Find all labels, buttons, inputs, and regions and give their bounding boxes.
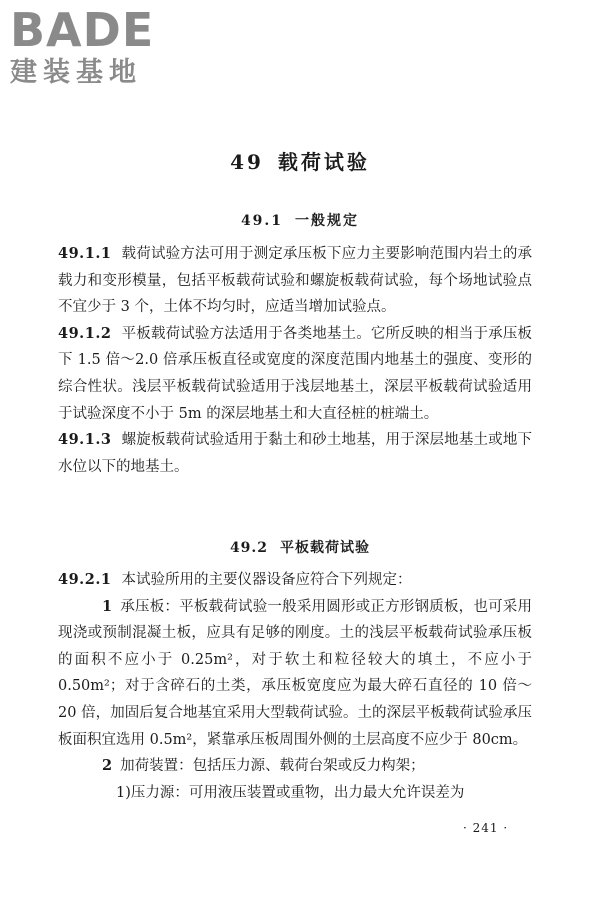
clause-paragraph [58,567,532,594]
chapter-title [0,146,600,175]
subitem-text: 压力源：可用液压装置或重物，出力最大允许误差为 [130,784,465,801]
clause-text: 螺旋板载荷试验适用于黏土和砂土地基，用于深层地基土或地下水位以下的地基土。 [58,432,532,475]
subitem-number: 1) [116,784,131,801]
chapter-name: 载荷试验 [277,150,370,174]
section-name: 平板载荷试验 [280,540,371,556]
logo-wordmark: BADE [10,3,155,57]
section-number: 49.2 [229,540,269,556]
item-number: 1 [102,597,113,615]
section-heading [0,210,600,230]
section-name: 一般规定 [295,213,360,229]
chapter-number: 49 [230,150,264,174]
sub-list-item [58,780,532,807]
section-body [58,241,532,480]
clause-paragraph [58,321,532,427]
section-number: 49.1 [240,213,284,229]
clause-number: 49.1.1 [58,245,112,262]
clause-text: 载荷试验方法可用于测定承压板下应力主要影响范围内岩土的承载力和变形模量，包括平板载荷试验和螺旋板载荷试验，每个场地试验点不宜少于 3 个，土体不均匀时，应适当增加试验点。 [58,246,532,316]
section-heading [0,537,600,557]
clause-number: 49.2.1 [58,571,112,588]
list-item [58,753,532,780]
clause-text: 平板载荷试验方法适用于各类地基土。它所反映的相当于承压板下 1.5 倍～2.0 倍承压板直径或宽度的深度范围内地基土的强度、变形的综合性状。浅层平板载荷试验适用于浅层地基土，深层平板载荷试验适用于试验深度不小于 5m 的深层地基土和大直径桩的桩端土。 [58,325,532,422]
clause-paragraph [58,427,532,480]
publisher-logo [10,4,180,90]
logo-subtitle: 建装基地 [10,57,142,88]
page-number: · 241 · [463,821,509,835]
list-item [58,594,532,754]
section-body [58,567,532,806]
clause-paragraph [58,241,532,321]
clause-number: 49.1.3 [58,431,112,449]
item-text: 承压板：平板载荷试验一般采用圆形或正方形钢质板，也可采用现浇或预制混凝土板，应具有足够的刚度。土的浅层平板载荷试验承压板的面积不应小于 0.25m²，对于软土和粒径较大的填土，不应小于 0.50m²；对于含碎石的土类，承压板宽度应为最大碎石直径的 10 倍～20 倍，加固后复合地基宜采用大型载荷试验。土的深层平板载荷试验承压板面积宜选用 0.5m²，紧靠承压板周围外侧的土层高度不应少于 80cm。 [58,598,532,748]
clause-text: 本试验所用的主要仪器设备应符合下列规定： [121,572,412,588]
item-text: 加荷装置：包括压力源、载荷台架或反力构架； [120,758,425,775]
item-number: 2 [102,757,113,775]
clause-number: 49.1.2 [58,324,112,342]
